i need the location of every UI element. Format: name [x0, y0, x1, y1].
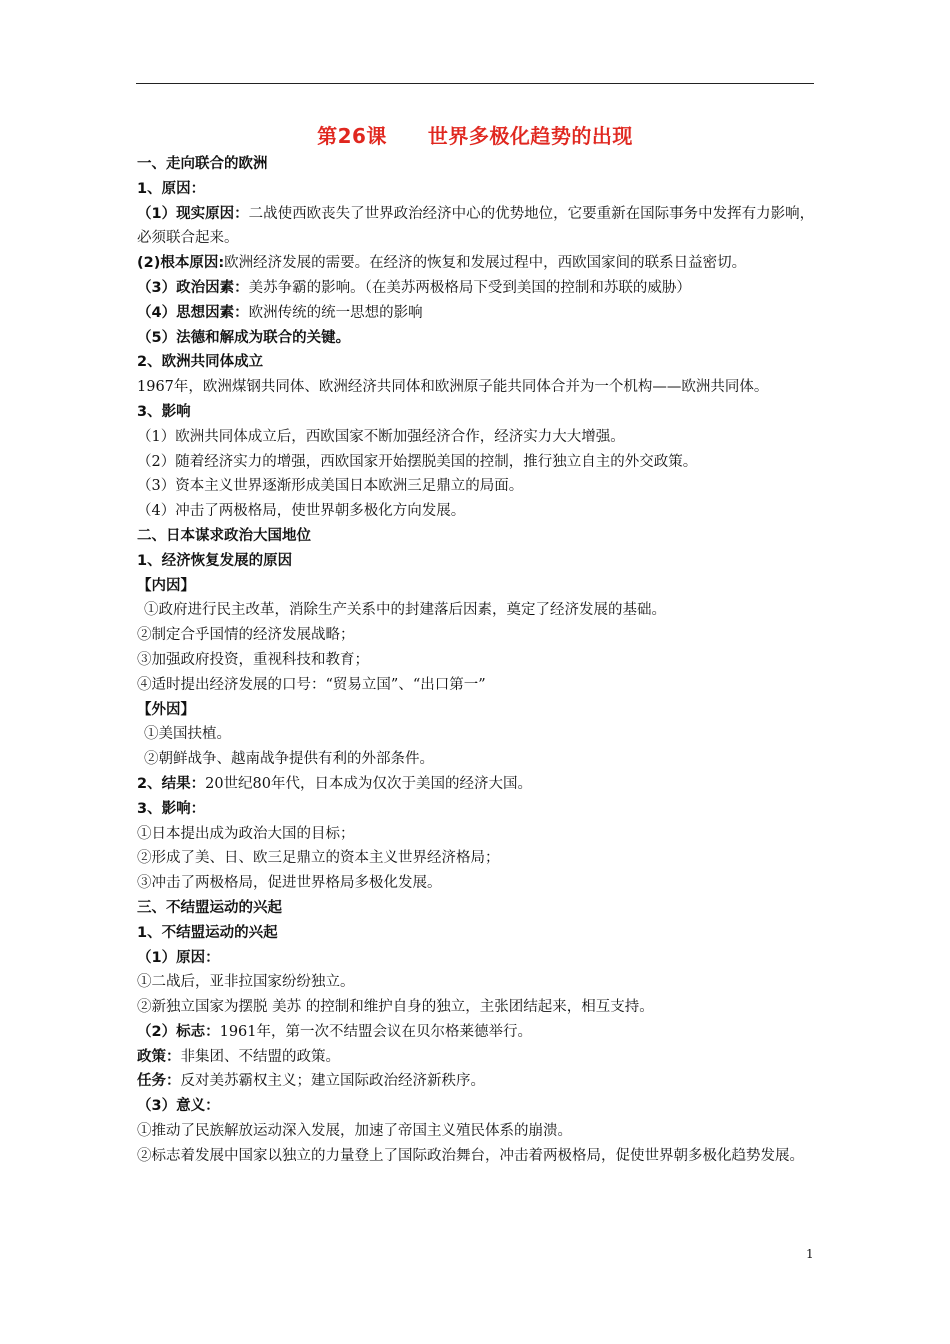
section-heading: 一、走向联合的欧洲 — [137, 156, 268, 172]
list-item: （1）欧洲共同体成立后，西欧国家不断加强经济合作，经济实力大大增强。 — [137, 428, 625, 445]
subheading: 【内因】 — [137, 577, 195, 594]
list-item: ④适时提出经济发展的口号：“贸易立国”、“出口第一” — [137, 676, 486, 693]
paragraph: 2、结果：20世纪80年代，日本成为仅次于美国的经济大国。 — [137, 775, 532, 792]
document-body — [137, 152, 819, 1169]
list-item: （2）随着经济实力的增强，西欧国家开始摆脱美国的控制，推行独立自主的外交政策。 — [137, 453, 698, 470]
list-item: ①二战后，亚非拉国家纷纷独立。 — [137, 974, 355, 991]
page-number: 1 — [806, 1247, 814, 1261]
subheading: 3、影响 — [137, 403, 191, 420]
subheading: 【外因】 — [137, 701, 195, 718]
list-item: （3）资本主义世界逐渐形成美国日本欧洲三足鼎立的局面。 — [137, 478, 524, 495]
list-item: ②制定合乎国情的经济发展战略； — [137, 627, 355, 644]
list-item: ②新独立国家为摆脱 美苏 的控制和维护自身的独立，主张团结起来，相互支持。 — [137, 999, 654, 1016]
paragraph: 政策：非集团、不结盟的政策。 — [137, 1048, 340, 1065]
header-rule — [136, 83, 814, 84]
list-item: ③加强政府投资，重视科技和教育； — [137, 651, 369, 668]
paragraph: （1）现实原因：二战使西欧丧失了世界政治经济中心的优势地位，它要重新在国际事务中发挥有力影响，必须联合起来。 — [137, 205, 815, 247]
paragraph: （3）政治因素：美苏争霸的影响。（在美苏两极格局下受到美国的控制和苏联的威胁） — [137, 279, 691, 296]
subheading: 1、不结盟运动的兴起 — [137, 924, 278, 941]
subheading: 3、影响： — [137, 800, 206, 817]
subheading: （3）意义： — [137, 1098, 220, 1115]
subheading: （1）原因： — [137, 949, 220, 966]
paragraph: （5）法德和解成为联合的关键。 — [137, 329, 351, 346]
subheading: 1、经济恢复发展的原因 — [137, 552, 293, 569]
list-item: ③冲击了两极格局，促进世界格局多极化发展。 — [137, 875, 442, 892]
paragraph: 1967年，欧洲煤钢共同体、欧洲经济共同体和欧洲原子能共同体合并为一个机构——欧洲共同体。 — [137, 379, 769, 396]
list-item: ②形成了美、日、欧三足鼎立的资本主义世界经济格局； — [137, 850, 500, 867]
list-item: ①美国扶植。 — [144, 726, 231, 743]
list-item: ②标志着发展中国家以独立的力量登上了国际政治舞台，冲击着两极格局，促使世界朝多极化趋势发展。 — [137, 1147, 804, 1164]
list-item: （4）冲击了两极格局，使世界朝多极化方向发展。 — [137, 503, 466, 520]
list-item: ①推动了民族解放运动深入发展，加速了帝国主义殖民体系的崩溃。 — [137, 1123, 572, 1140]
list-item: ②朝鲜战争、越南战争提供有利的外部条件。 — [144, 751, 434, 768]
paragraph: （2）标志：1961年，第一次不结盟会议在贝尔格莱德举行。 — [137, 1023, 532, 1040]
paragraph: (2)根本原因:欧洲经济发展的需要。在经济的恢复和发展过程中，西欧国家间的联系日益密切。 — [137, 255, 747, 272]
paragraph: （4）思想因素：欧洲传统的统一思想的影响 — [137, 304, 423, 321]
lesson-title: 第26课 世界多极化趋势的出现 — [317, 124, 633, 148]
list-item: ①日本提出成为政治大国的目标； — [137, 825, 355, 842]
subheading: 2、欧洲共同体成立 — [137, 354, 264, 371]
paragraph: 任务：反对美苏霸权主义；建立国际政治经济新秩序。 — [137, 1073, 485, 1090]
section-heading: 三、不结盟运动的兴起 — [137, 899, 282, 916]
list-item: ①政府进行民主改革，消除生产关系中的封建落后因素，奠定了经济发展的基础。 — [144, 602, 666, 619]
section-heading: 二、日本谋求政治大国地位 — [137, 527, 311, 544]
subheading: 1、原因： — [137, 180, 206, 197]
